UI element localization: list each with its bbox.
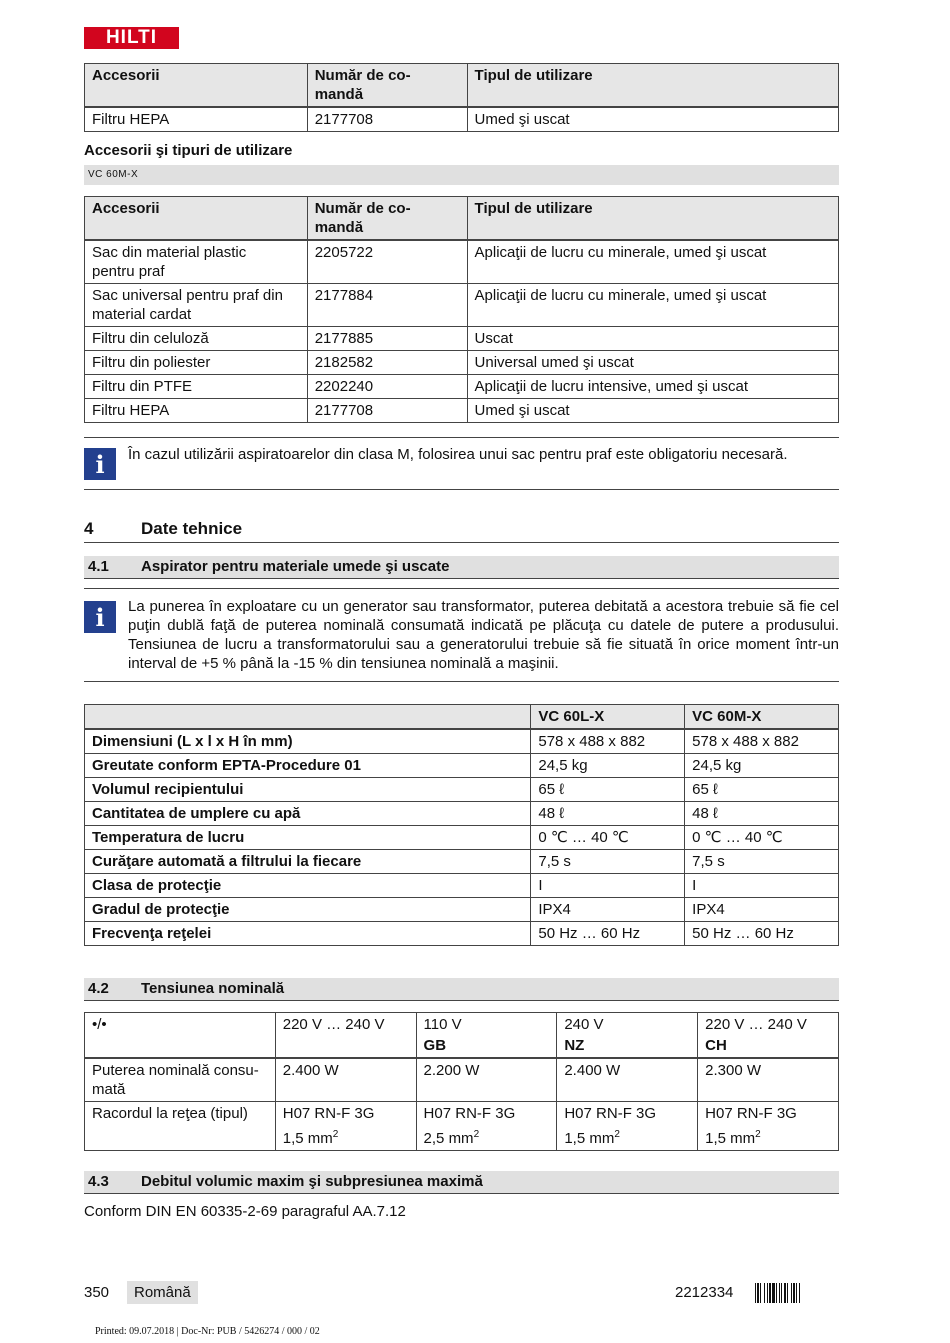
- cell: Sac din material plastic pentru praf: [85, 240, 308, 284]
- cable-section: [424, 1125, 550, 1148]
- superscript: 2: [614, 1129, 620, 1140]
- header-model-l: VC 60L-X: [531, 705, 685, 730]
- table-row: [85, 327, 839, 351]
- section-heading-4-1: [84, 556, 839, 579]
- cell: Temperatura de lucru: [85, 826, 531, 850]
- cell: IPX4: [531, 898, 685, 922]
- cell: Puterea nominală consu- mată: [85, 1058, 276, 1102]
- header-order-number: Număr de co- mandă: [307, 197, 467, 241]
- table-row: [85, 826, 839, 850]
- chapter-heading: [84, 517, 839, 543]
- table-row: [85, 351, 839, 375]
- print-info: Printed: 09.07.2018 | Doc-Nr: PUB / 5426274 / 000 / 02: [95, 1326, 320, 1337]
- cell: Umed şi uscat: [467, 107, 838, 132]
- rated-voltage-table: [84, 1012, 839, 1151]
- table-row: [85, 399, 839, 423]
- cell: 65 ℓ: [685, 778, 839, 802]
- chapter-number: 4: [84, 519, 94, 538]
- superscript: 2: [473, 1129, 480, 1140]
- table-row: [85, 778, 839, 802]
- cell: Filtru HEPA: [85, 107, 308, 132]
- section-heading-accessories: Accesorii şi tipuri de utilizare: [84, 142, 293, 159]
- cell: 2177885: [307, 327, 467, 351]
- cell: [416, 1013, 557, 1059]
- cell: [557, 1013, 698, 1059]
- voltage-label: 240 V: [564, 1016, 604, 1033]
- table-row: [85, 1102, 839, 1151]
- cell: [698, 1013, 839, 1059]
- language-label: Română: [127, 1281, 198, 1304]
- superscript: 2: [332, 1129, 339, 1140]
- cell: 0 ℃ … 40 ℃: [685, 826, 839, 850]
- cell: Filtru din poliester: [85, 351, 308, 375]
- cable-section: [283, 1125, 409, 1148]
- cell: 2205722: [307, 240, 467, 284]
- cell: [557, 1102, 698, 1151]
- cable-section-value: 2,5 mm: [423, 1130, 474, 1147]
- cell: Gradul de protecţie: [85, 898, 531, 922]
- chapter-title: Date tehnice: [141, 519, 243, 538]
- table-row: [85, 898, 839, 922]
- table-header-row: [85, 197, 839, 241]
- header-usage-type: Tipul de utilizare: [467, 64, 838, 108]
- cell: 24,5 kg: [531, 754, 685, 778]
- cell: 2177884: [307, 284, 467, 327]
- info-note-bag: [84, 437, 839, 490]
- note-text: În cazul utilizării aspiratoarelor din clasa M, folosirea unui sac pentru praf este obligatoriu necesară.: [128, 446, 788, 463]
- cable-type: H07 RN-F 3G: [282, 1105, 375, 1122]
- section-title: Tensiunea nominală: [141, 980, 285, 997]
- header-empty: [85, 705, 531, 730]
- country-code: CH: [705, 1037, 727, 1054]
- header-usage-type: Tipul de utilizare: [467, 197, 838, 241]
- cell: [85, 1013, 276, 1059]
- cell: IPX4: [685, 898, 839, 922]
- cell: Umed şi uscat: [467, 399, 838, 423]
- table-row: [85, 922, 839, 946]
- cell: 65 ℓ: [531, 778, 685, 802]
- table-row: [85, 729, 839, 754]
- table-header-row: [85, 705, 839, 730]
- cell: 578 x 488 x 882: [531, 729, 685, 754]
- model-bar: VC 60M-X: [84, 165, 839, 185]
- table-header-row: [85, 1013, 839, 1059]
- cell: Cantitatea de umplere cu apă: [85, 802, 531, 826]
- header-accessories: Accesorii: [85, 64, 308, 108]
- cell: 2.200 W: [416, 1058, 557, 1102]
- cell: 7,5 s: [685, 850, 839, 874]
- cable-type: H07 RN-F 3G: [705, 1105, 797, 1122]
- cell: Aplicaţii de lucru intensive, umed şi uscat: [467, 375, 838, 399]
- cell: I: [685, 874, 839, 898]
- cell: 2177708: [307, 107, 467, 132]
- cell: Aplicaţii de lucru cu minerale, umed şi uscat: [467, 284, 838, 327]
- cell: [416, 1102, 557, 1151]
- country-code: GB: [423, 1037, 447, 1054]
- cell: 0 ℃ … 40 ℃: [531, 826, 685, 850]
- header-model-m: VC 60M-X: [685, 705, 839, 730]
- table-row: [85, 754, 839, 778]
- table-row: [85, 1058, 839, 1102]
- cell: [275, 1102, 416, 1151]
- section-number: 4.1: [88, 558, 109, 575]
- cell: 2.400 W: [275, 1058, 416, 1102]
- header-accessories: Accesorii: [85, 197, 308, 241]
- technical-data-table: [84, 704, 839, 946]
- cell: Clasa de protecţie: [85, 874, 531, 898]
- barcode-icon: [755, 1283, 839, 1303]
- cell: [275, 1013, 416, 1059]
- section-number: 4.2: [88, 980, 109, 997]
- info-icon: i: [84, 448, 116, 480]
- voltage-label: 110 V: [423, 1016, 462, 1033]
- cell: 50 Hz … 60 Hz: [685, 922, 839, 946]
- cell: [698, 1102, 839, 1151]
- cell: 2177708: [307, 399, 467, 423]
- conformity-text: Conform DIN EN 60335-2-69 paragraful AA.7.12: [84, 1203, 406, 1220]
- cable-section-value: 1,5 mm: [282, 1130, 333, 1147]
- section-heading-4-2: [84, 978, 839, 1001]
- cell: Filtru HEPA: [85, 399, 308, 423]
- cable-type: H07 RN-F 3G: [564, 1105, 657, 1122]
- cell: Frecvenţa reţelei: [85, 922, 531, 946]
- cell: 24,5 kg: [685, 754, 839, 778]
- section-heading-4-3: [84, 1171, 839, 1194]
- cell: 2202240: [307, 375, 467, 399]
- table-header-row: [85, 64, 839, 108]
- cable-type: H07 RN-F 3G: [423, 1105, 516, 1122]
- info-note-generator: [84, 588, 839, 682]
- section-title: Debitul volumic maxim şi subpresiunea maximă: [141, 1173, 483, 1190]
- cell: 2.300 W: [698, 1058, 839, 1102]
- cell: 48 ℓ: [531, 802, 685, 826]
- cable-section: [564, 1125, 690, 1148]
- table-row: [85, 850, 839, 874]
- table-row: [85, 240, 839, 284]
- cable-label: Racordul la reţea (tipul): [92, 1105, 248, 1122]
- cell: Volumul recipientului: [85, 778, 531, 802]
- table-row: [85, 107, 839, 132]
- cable-section: [705, 1125, 831, 1148]
- cell: I: [531, 874, 685, 898]
- cable-section-value: 1,5 mm: [564, 1130, 615, 1147]
- voltage-label: 220 V … 240 V: [705, 1016, 807, 1033]
- cell: 578 x 488 x 882: [685, 729, 839, 754]
- cell: Curăţare automată a filtrului la fiecare: [85, 850, 531, 874]
- cell: 2.400 W: [557, 1058, 698, 1102]
- cell: Aplicaţii de lucru cu minerale, umed şi uscat: [467, 240, 838, 284]
- cell: 7,5 s: [531, 850, 685, 874]
- cell: Sac universal pentru praf din material cardat: [85, 284, 308, 327]
- accessories-table-top: [84, 63, 839, 132]
- cell: Dimensiuni (L x l x H în mm): [85, 729, 531, 754]
- page-number: 350: [84, 1284, 110, 1301]
- cell: Uscat: [467, 327, 838, 351]
- accessories-table: [84, 196, 839, 423]
- section-number: 4.3: [88, 1173, 109, 1190]
- table-row: [85, 375, 839, 399]
- cell: Greutate conform EPTA-Procedure 01: [85, 754, 531, 778]
- cell: 48 ℓ: [685, 802, 839, 826]
- cell: Filtru din PTFE: [85, 375, 308, 399]
- cable-section-value: 1,5 mm: [705, 1130, 756, 1147]
- table-row: [85, 284, 839, 327]
- note-text: La punerea în exploatare cu un generator sau transformator, puterea debitată a acestora trebuie să fie cel puţin dublă faţă de puterea nominală consumată indicată pe plăcuţa cu datele de putere a produsului. Tensiunea de lucru a transformatorului sau a generatorului trebuie să fie situată în orice moment într-un interval de +5 % până la -15 % din tensiunea nominală a maşinii.: [128, 598, 839, 672]
- section-title: Aspirator pentru materiale umede şi uscate: [141, 558, 450, 575]
- voltage-label: 220 V … 240 V: [282, 1016, 385, 1033]
- cell: 2182582: [307, 351, 467, 375]
- header-order-number: Număr de co- mandă: [307, 64, 467, 108]
- cell: 50 Hz … 60 Hz: [531, 922, 685, 946]
- superscript: 2: [755, 1129, 761, 1140]
- info-icon: i: [84, 601, 116, 633]
- country-code: NZ: [564, 1037, 585, 1054]
- table-row: [85, 874, 839, 898]
- voltage-label: •/•: [92, 1016, 107, 1033]
- table-row: [85, 802, 839, 826]
- document-code: 2212334: [675, 1284, 734, 1301]
- cell: Filtru din celuloză: [85, 327, 308, 351]
- cell: [85, 1102, 276, 1151]
- cell: Universal umed şi uscat: [467, 351, 838, 375]
- hilti-logo: HILTI: [84, 27, 179, 49]
